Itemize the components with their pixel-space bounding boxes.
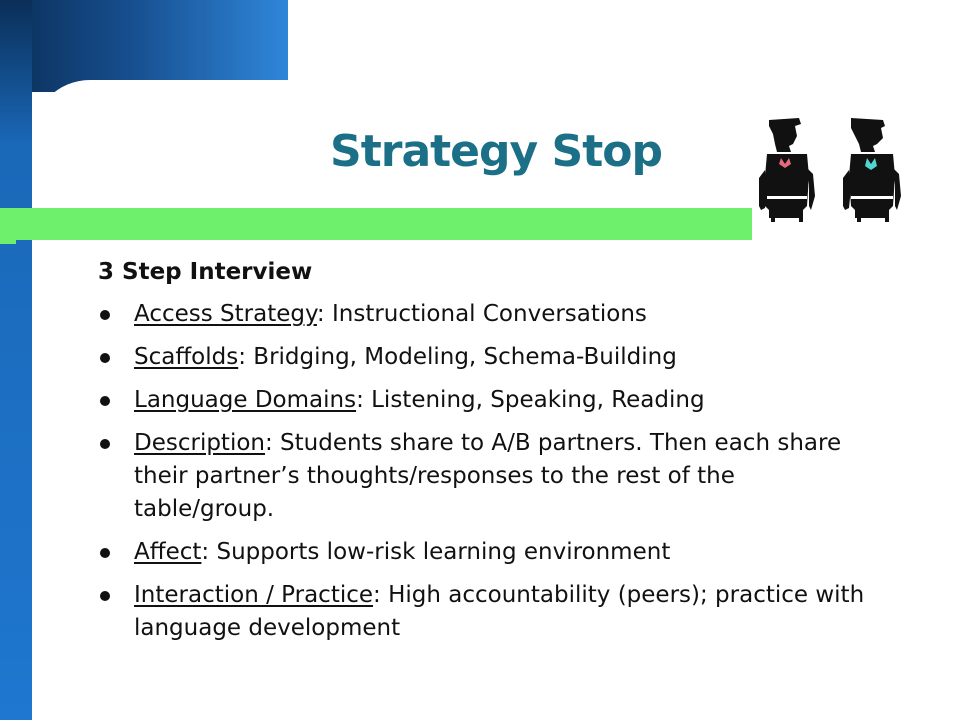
bullet-text: : High accountability (peers); practice with language development [134, 582, 865, 641]
list-item [98, 579, 878, 645]
bullet-text: : Students share to A/B partners. Then each share their partner’s thoughts/responses to the rest of the table/group. [134, 430, 842, 522]
bullet-term: Affect [134, 539, 202, 565]
bullet-text: : Supports low-risk learning environment [201, 539, 671, 565]
bullet-term: Scaffolds [134, 344, 239, 370]
bullet-text: : Instructional Conversations [316, 301, 647, 327]
list-item [98, 536, 878, 569]
list-item [98, 341, 878, 374]
bullet-list [98, 298, 878, 645]
bullet-term: Access Strategy [134, 301, 317, 327]
slide-content [98, 256, 878, 655]
accent-bar [0, 208, 752, 240]
left-sidebar-bar [0, 0, 32, 720]
bullet-text: : Bridging, Modeling, Schema-Building [238, 344, 677, 370]
person-figure-icon [843, 118, 901, 222]
bullet-term: Description [134, 430, 265, 456]
bullet-term: Language Domains [134, 387, 357, 413]
bullet-text: : Listening, Speaking, Reading [356, 387, 705, 413]
list-item [98, 298, 878, 331]
slide-title: Strategy Stop [330, 126, 662, 177]
strategy-heading: 3 Step Interview [98, 259, 313, 285]
bullet-term: Interaction / Practice [134, 582, 374, 608]
accent-bar-stub [0, 208, 16, 244]
corner-gradient [0, 0, 288, 92]
person-figure-icon [759, 118, 815, 222]
figures-illustration [755, 110, 905, 222]
list-item [98, 427, 878, 526]
list-item [98, 384, 878, 417]
